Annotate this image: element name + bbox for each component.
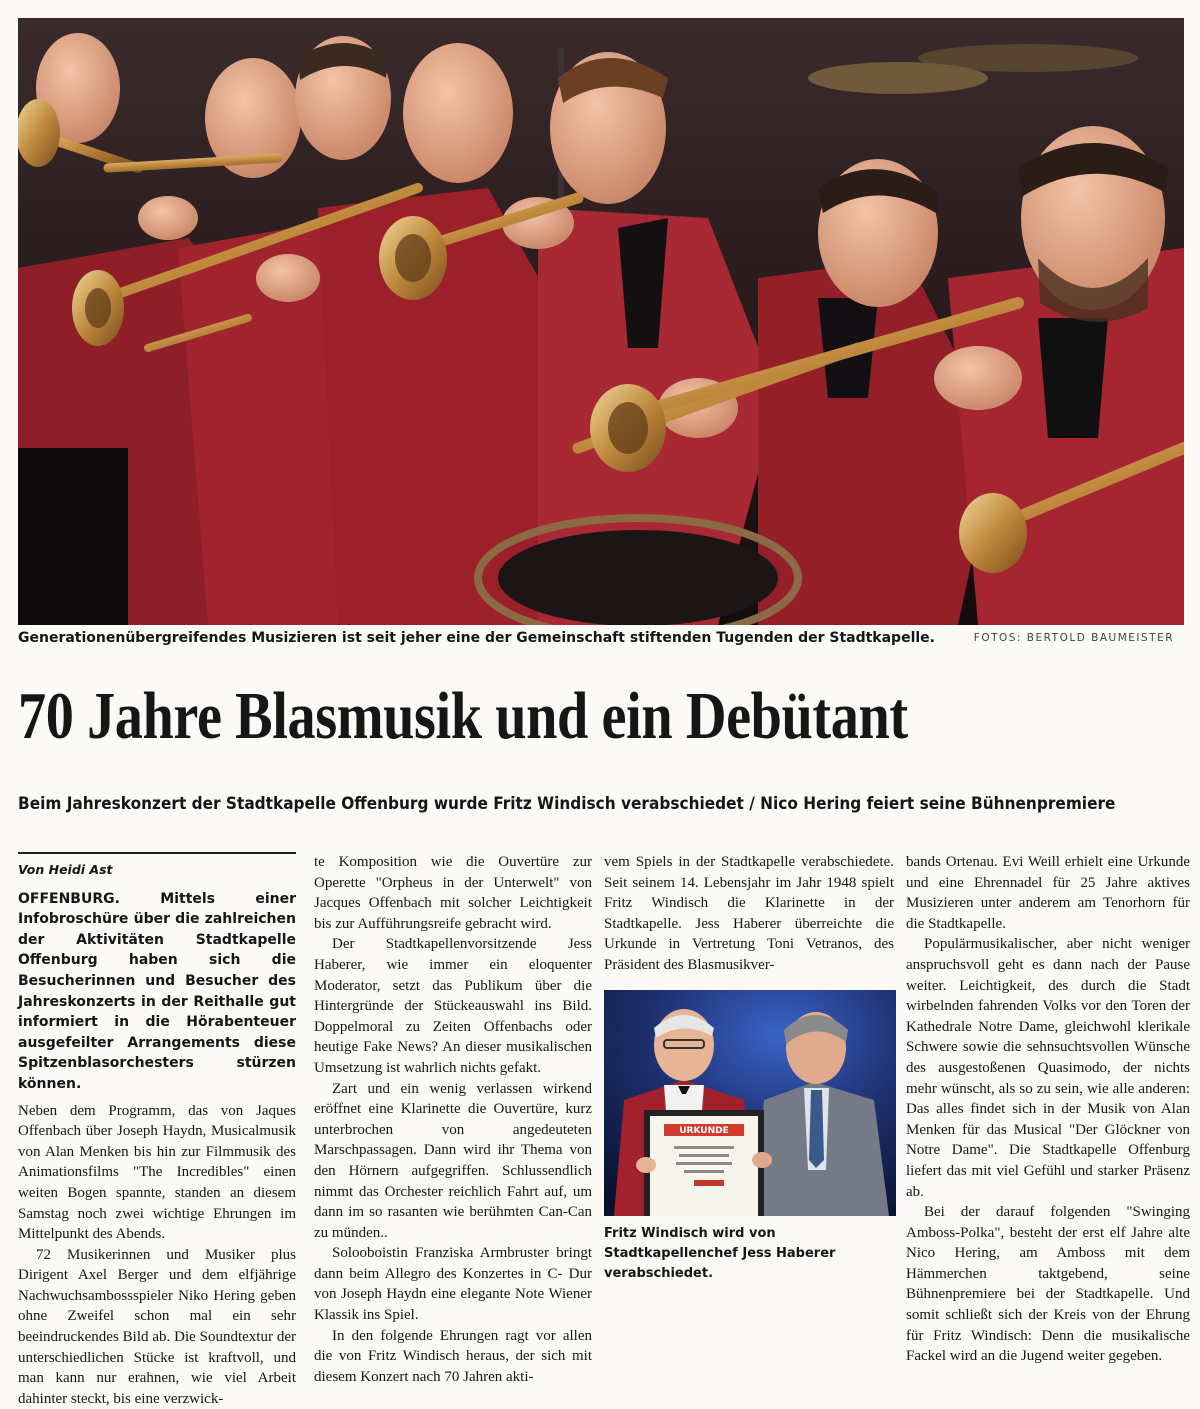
article-column-4 [906, 852, 1190, 1367]
main-photo-caption [18, 630, 1184, 652]
article-column-3 [604, 852, 894, 976]
award-photo [604, 990, 896, 1216]
award-ceremony-image [604, 990, 896, 1216]
paragraph: In den folgende Ehrungen ragt vor allen die von Fritz Windisch heraus, der sich mit diesem Konzert nach 70 Jahren akti- [314, 1327, 592, 1385]
certificate-label: URKUNDE [679, 1126, 729, 1136]
article-column-2 [314, 852, 592, 1387]
main-photo [18, 18, 1184, 625]
photo-credit: FOTOS: BERTOLD BAUMEISTER [973, 632, 1174, 644]
caption-text: Generationenübergreifendes Musizieren ist seit jeher eine der Gemeinschaft stiftenden Tugenden der Stadtkapelle. [18, 630, 935, 646]
paragraph: 72 Musikerinnen und Musiker plus Dirigent Axel Berger und dem elfjährige Nachwuchsambossspieler Niko Hering geben ohne Zweifel schon mal ein sehr beeindruckendes Bild ab. Die Soundtextur der unterschiedlichen Stücke ist kraftvoll, und man kann nur erahnen, wie viel Arbeit dahinter steckt, bis eine verzwick- [18, 1246, 296, 1407]
article-headline: 70 Jahre Blasmusik und ein Debütant [18, 679, 908, 753]
article-column-1 [18, 852, 296, 1409]
byline: Von Heidi Ast [18, 852, 296, 881]
article-lead: OFFENBURG. Mittels einer Infobroschüre über die zahlreichen der Aktivitäten Stadtkapelle Offenburg haben sich die Besucherinnen und Besucher des Jahreskonzerts in der Reithalle gut informiert in die Hörabenteuer ausgefeilter Arrangements diese Spitzenblasorchesters stürzen können. [18, 890, 296, 1092]
trumpet-players-image [18, 18, 1184, 625]
paragraph: Zart und ein wenig verlassen wirkend eröffnet eine Klarinette die Ouvertüre, kurz unterbrochen von angedeuteten Marschpassagen. Dann wird ihr Thema von den Hörnern aufgegriffen. Schlussendlich nimmt das Orchester reichlich Fahrt auf, um dann im so rasanten wie berühmten Can-Can zu münden.. [314, 1080, 592, 1241]
paragraph: te Komposition wie die Ouvertüre zur Operette "Orpheus in der Unterwelt" von Jacques Offenbach mit solcher Leichtigkeit bis zur Aufführungsreife gebracht wird. [314, 854, 592, 932]
award-photo-caption: Fritz Windisch wird von Stadtkapellenchef Jess Haberer verabschiedet. [604, 1226, 836, 1281]
paragraph: bands Ortenau. Evi Weill erhielt eine Urkunde und eine Ehrennadel für 25 Jahre aktives Musizieren unter anderem am Tenorhorn für die Stadtkapelle. [906, 854, 1190, 932]
paragraph: Populärmusikalischer, aber nicht weniger anspruchsvoll geht es dann nach der Pause weiter. Leichtigkeit, des durch die Stadt wirbelnden fahrenden Volks vor den Toren der Kathedrale Notre Dame, gleichwohl klerikale Schwere sowie die sehnsuchtsvollen Wünsche des ausgestoßenen Quasimodo, der nichts mehr wünscht, als so zu sein, wie alle anderen: Das alles findet sich in der Musik von Alan Menken für das Musical "Der Glöckner von Notre Dame". Die Stadtkapelle Offenburg liefert das mit viel Gefühl und starker Präsenz ab. [906, 936, 1190, 1200]
paragraph: Neben dem Programm, das von Jaques Offenbach über Joseph Haydn, Musicalmusik von Alan Menken bis hin zur Filmmusik des Animationsfilms "The Incredibles" einen weiten Bogen spannte, standen an diesem Samstag noch zwei wichtige Ehrungen im Mittelpunkt des Abends. [18, 1102, 296, 1243]
paragraph: vem Spiels in der Stadtkapelle verabschiedete. Seit seinem 14. Lebensjahr im Jahr 1948 spielt Fritz Windisch die Klarinette in der Stadtkapelle. Jess Haberer überreichte die Urkunde in Vertretung Toni Vetranos, des Präsident des Blasmusikver- [604, 854, 894, 973]
paragraph: Solooboistin Franziska Armbruster bringt dann beim Allegro des Konzertes in C- Dur von Joseph Haydn eine elegante Note Wiener Klassik ins Spiel. [314, 1245, 592, 1324]
article-subheadline: Beim Jahreskonzert der Stadtkapelle Offenburg wurde Fritz Windisch verabschiedet / Nico Hering feiert seine Bühnenpremiere [18, 794, 1116, 813]
paragraph: Bei der darauf folgenden "Swinging Amboss-Polka", besteht der erst elf Jahre alte Nico Hering, am Amboss mit dem Hämmerchen taktgebend, seine Bühnenpremiere bei der Stadtkapelle. Und somit schließt sich der Kreis von der Ehrung für Fritz Windisch: Denn die musikalische Fackel wird an die Jugend weiter gegeben. [906, 1204, 1190, 1365]
paragraph: Der Stadtkapellenvorsitzende Jess Haberer, wie immer ein eloquenter Moderator, setzt das Publikum über die Hintergründe der Stückeauswahl ins Bild. Doppelmoral zu Zeiten Offenbachs oder heutige Fake News? An dieser musikalischen Umsetzung ist wahrlich nichts gefakt. [314, 936, 592, 1076]
